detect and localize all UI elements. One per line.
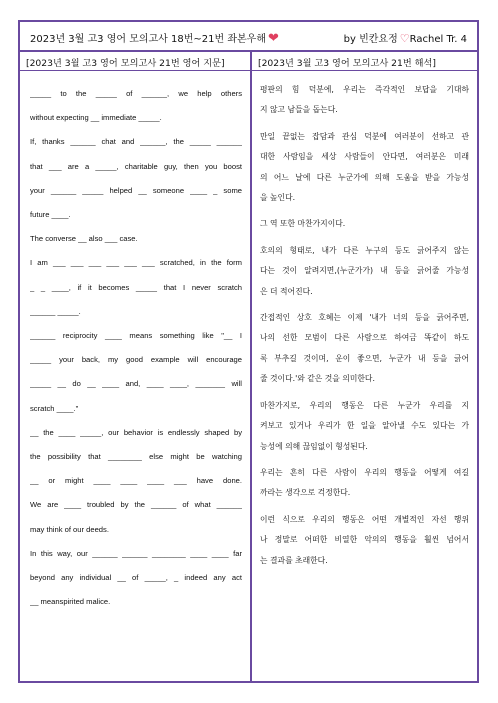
english-passage-body [30,82,242,614]
passage-line: _ _ ____, if it becomes _____ that I never scratch [30,282,242,292]
translation-line: 은 더 적어진다. [260,286,313,296]
translation-line: 호의의 형태로, 내가 다른 누구의 등도 긁어주지 않는 [260,245,469,255]
translation-line: 나 정말로 어떠한 비열한 악의의 행동을 훨씬 넘어서 [260,535,469,545]
passage-line: We are ____ troubled by the ______ of what ______ [30,500,242,510]
translation-line: 능성에 의해 끊임없이 형성된다. [260,441,368,451]
translation-paragraph [260,127,469,209]
passage-line: If, thanks ______ chat and ______, the _____ ______ [30,137,242,147]
passage-line: _____ __ do __ ____ and, ____ ____, _______ will [30,379,242,389]
translation-line: 평판의 힘 덕분에, 우리는 즉각적인 보답을 기대하 [260,85,469,94]
passage-line: I am ___ ___ ___ ___ ___ ___ scratched, in the form [30,258,242,268]
translation-paragraph [260,510,469,571]
translation-paragraph [260,308,469,390]
translation-line: 대한 사람임을 세상 사람들이 안다면, 여러분은 미래 [260,152,469,162]
english-passage-heading-bar [20,50,250,71]
passage-line: beyond any individual __ of _____, _ indeed any act [30,573,242,583]
passage-line: scratch ____." [30,403,79,413]
translation-line: 마찬가지로, 우리의 행동은 다른 누군가 우리를 지 [260,400,469,410]
passage-line: __ or might ____ ____ ____ ___ have done. [30,476,242,486]
header-author-wrap [344,30,467,45]
passage-line: the possibility that ________ else might be watching [30,452,242,462]
korean-translation-body [260,80,469,577]
passage-line: _____ to the _____ of ______, we help others [30,89,242,98]
translation-line: 만일 끝없는 잡담과 관심 덕분에 여러분이 선하고 관 [260,131,469,141]
translation-line: 켜보고 있거나 우리가 한 일을 알아낼 수도 있다는 가 [260,421,469,431]
passage-line: may think of our deeds. [30,524,109,534]
passage-line: future ____. [30,210,71,220]
passage-line: The converse __ also ___ case. [30,234,138,244]
passage-line: _____ your back, my good example will encourage [30,355,242,365]
translation-line: 줄 것이다.'와 같은 것을 의미한다. [260,374,375,384]
translation-line: 그 역 또한 마찬가지이다. [260,219,346,229]
passage-line: ______ _____. [30,306,81,316]
heart-icon: ❤ [267,31,279,46]
korean-translation-heading: [2023년 3월 고3 영어 모의고사 21번 해석] [258,58,436,69]
translation-line: 이런 식으로 우리의 행동은 어떤 개별적인 자선 행위 [260,514,469,524]
translation-line: 지 않고 남들을 돕는다. [260,105,338,115]
passage-line: __ the ____ _____, our behavior is endlessly shaped by [30,427,242,437]
translation-paragraph [260,463,469,504]
passage-line: that ___ are a _____, charitable guy, then you boost [30,161,242,171]
heart-icon: ♡ [399,32,410,45]
header-title: 2023년 3월 고3 영어 모의고사 18번~21번 좌본우해 [30,34,266,45]
korean-translation-column [252,50,477,681]
translation-line: 까라는 생각으로 걱정한다. [260,488,351,498]
passage-line: your ______ _____ helped __ someone ____ _ some [30,185,242,195]
passage-line: ______ reciprocity ____ means something like "__ I [30,331,242,341]
korean-translation-heading-bar [252,50,477,71]
passage-line: __ meanspirited malice. [30,597,111,607]
passage-line: In this way, our ______ ______ ________ ____ ____ far [30,548,242,558]
english-passage-column [20,50,250,681]
page-frame [18,20,479,683]
translation-paragraph [260,241,469,302]
passage-line: without expecting __ immediate _____. [30,113,162,123]
translation-paragraph [260,80,469,121]
translation-line: 다는 것이 알려지면,(누군가가) 내 등을 긁어줄 가능성 [260,266,469,276]
header-title-wrap [30,30,279,46]
translation-line: 는 결과를 초래한다. [260,555,328,565]
english-passage-heading: [2023년 3월 고3 영어 모의고사 21번 영어 지문] [26,58,225,69]
translation-line: 우리는 흔히 다른 사람이 우리의 행동을 어떻게 여길 [260,467,469,477]
translation-line: 간접적인 상호 호혜는 이제 '내가 너의 등을 긁어주면, [260,313,469,323]
header-author: by 빈칸요정 [343,34,398,45]
translation-line: 나의 선한 모범이 다른 사람으로 하여금 똑같이 하도 [260,333,469,343]
translation-paragraph [260,214,469,234]
header-author-name: Rachel Tr. 4 [409,34,467,45]
page-header [20,22,477,52]
translation-paragraph [260,396,469,457]
translation-line: 을 높인다. [260,193,296,203]
translation-line: 록 부추길 것이며, 운이 좋으면, 누군가 내 등을 긁어 [260,353,469,363]
translation-line: 의 어느 날에 다른 누군가에 의해 도움을 받을 가능성 [260,172,469,182]
